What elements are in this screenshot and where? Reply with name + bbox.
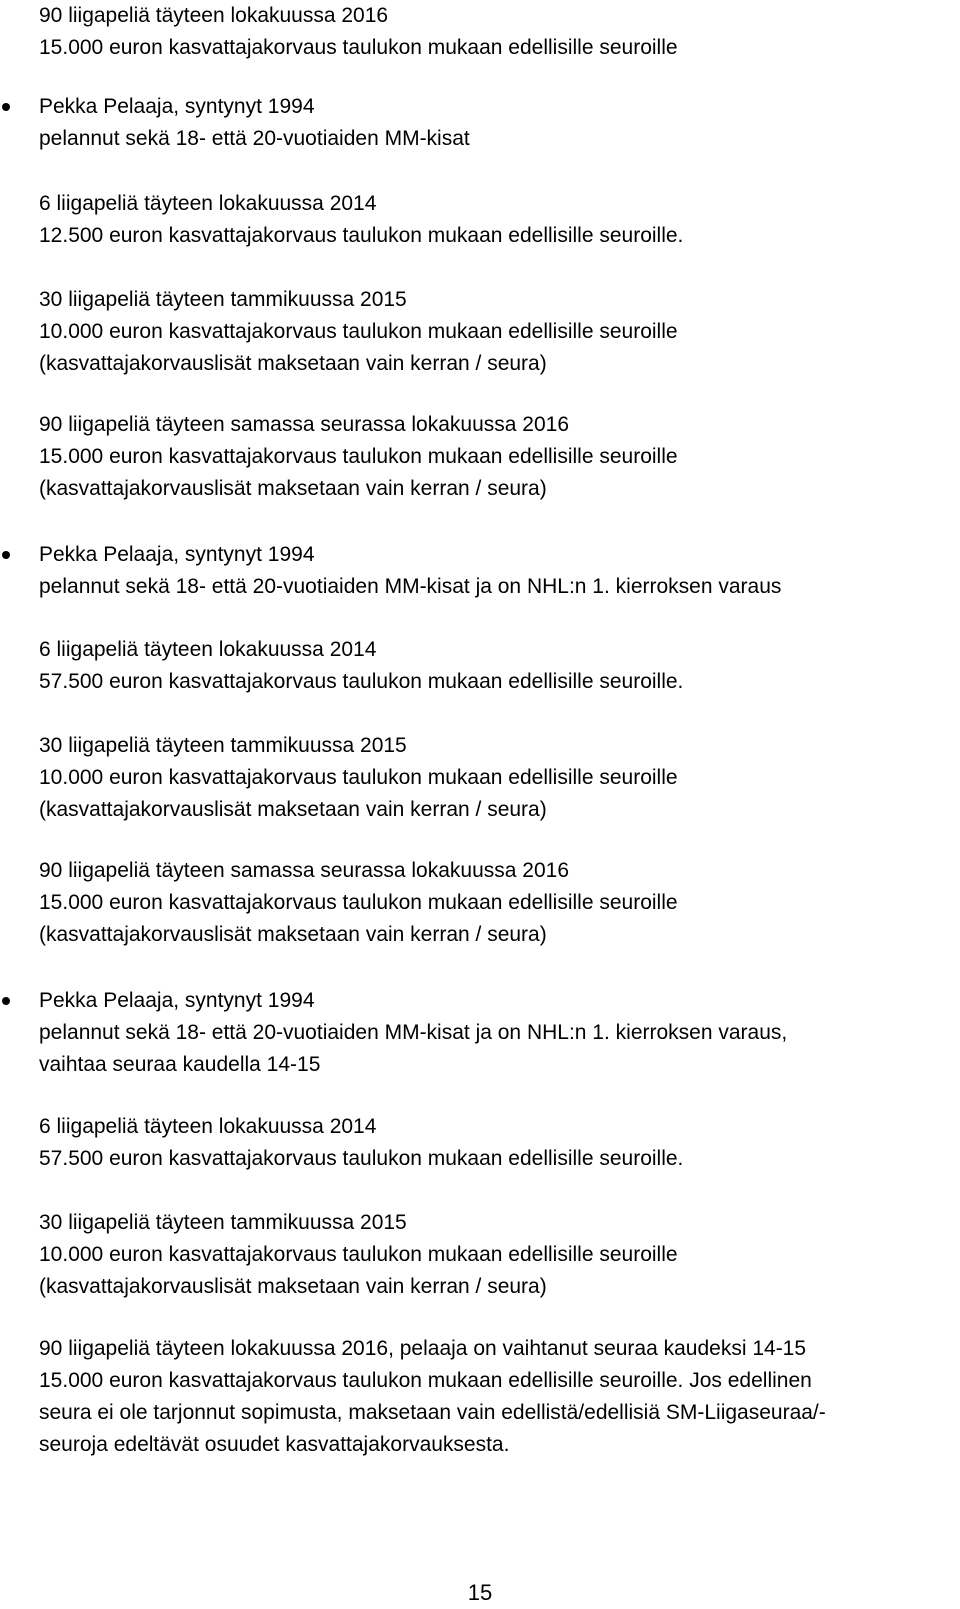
text-line: 90 liigapeliä täyteen lokakuussa 2016 [39,4,389,27]
milestone-amount: 57.500 euron kasvattajakorvaus taulukon mukaan edellisille seuroille. [39,1147,684,1170]
player-description-line: pelannut sekä 18- että 20-vuotiaiden MM-kisat [39,127,470,150]
milestone-amount: 10.000 euron kasvattajakorvaus taulukon mukaan edellisille seuroille [39,320,678,343]
bullet-icon [2,551,10,559]
player-description-line: pelannut sekä 18- että 20-vuotiaiden MM-kisat ja on NHL:n 1. kierroksen varaus, [39,1021,788,1044]
text-line: 15.000 euron kasvattajakorvaus taulukon mukaan edellisille seuroille [39,36,678,59]
player-name-line: Pekka Pelaaja, syntynyt 1994 [39,543,315,566]
milestone-amount: 10.000 euron kasvattajakorvaus taulukon mukaan edellisille seuroille [39,766,678,789]
milestone [39,409,939,505]
top-section [39,0,939,64]
milestone [39,1333,939,1461]
milestone-title: 6 liigapeliä täyteen lokakuussa 2014 [39,638,377,661]
milestone-amount: 57.500 euron kasvattajakorvaus taulukon mukaan edellisille seuroille. [39,670,684,693]
player-description-line: vaihtaa seuraa kaudella 14-15 [39,1053,321,1076]
player-name-line: Pekka Pelaaja, syntynyt 1994 [39,989,315,1012]
milestone-title: 90 liigapeliä täyteen samassa seurassa lokakuussa 2016 [39,859,569,882]
milestone-amount: 15.000 euron kasvattajakorvaus taulukon mukaan edellisille seuroille [39,891,678,914]
milestone-note: (kasvattajakorvauslisät maksetaan vain kerran / seura) [39,798,547,821]
milestone-title: 30 liigapeliä täyteen tammikuussa 2015 [39,734,407,757]
milestone-note: seuroja edeltävät osuudet kasvattajakorvauksesta. [39,1433,510,1456]
milestone-note: (kasvattajakorvauslisät maksetaan vain kerran / seura) [39,923,547,946]
milestone [39,855,939,951]
player-name-line: Pekka Pelaaja, syntynyt 1994 [39,95,315,118]
player-intro [39,539,939,603]
milestone-note: (kasvattajakorvauslisät maksetaan vain kerran / seura) [39,477,547,500]
player-description-line: pelannut sekä 18- että 20-vuotiaiden MM-kisat ja on NHL:n 1. kierroksen varaus [39,575,782,598]
milestone-amount: 10.000 euron kasvattajakorvaus taulukon mukaan edellisille seuroille [39,1243,678,1266]
milestone-note: seura ei ole tarjonnut sopimusta, maksetaan vain edellistä/edellisiä SM-Liigaseuraa/- [39,1401,826,1424]
milestone-title: 6 liigapeliä täyteen lokakuussa 2014 [39,192,377,215]
milestone [39,1207,939,1303]
milestone [39,1111,939,1175]
page-number: 15 [467,1580,493,1605]
milestone [39,284,939,380]
bullet-icon [2,103,10,111]
milestone-amount: 12.500 euron kasvattajakorvaus taulukon mukaan edellisille seuroille. [39,224,684,247]
player-intro [39,985,939,1081]
milestone-note: (kasvattajakorvauslisät maksetaan vain kerran / seura) [39,352,547,375]
milestone-title: 90 liigapeliä täyteen samassa seurassa lokakuussa 2016 [39,413,569,436]
milestone-title: 30 liigapeliä täyteen tammikuussa 2015 [39,1211,407,1234]
milestone [39,730,939,826]
milestone-title: 6 liigapeliä täyteen lokakuussa 2014 [39,1115,377,1138]
milestone-amount: 15.000 euron kasvattajakorvaus taulukon mukaan edellisille seuroille [39,445,678,468]
milestone-amount: 15.000 euron kasvattajakorvaus taulukon mukaan edellisille seuroille. Jos edellinen [39,1369,812,1392]
milestone-note: (kasvattajakorvauslisät maksetaan vain kerran / seura) [39,1275,547,1298]
milestone [39,634,939,698]
milestone-title: 90 liigapeliä täyteen lokakuussa 2016, pelaaja on vaihtanut seuraa kaudeksi 14-15 [39,1337,807,1360]
bullet-icon [2,997,10,1005]
milestone [39,188,939,252]
milestone-title: 30 liigapeliä täyteen tammikuussa 2015 [39,288,407,311]
player-intro [39,91,939,155]
